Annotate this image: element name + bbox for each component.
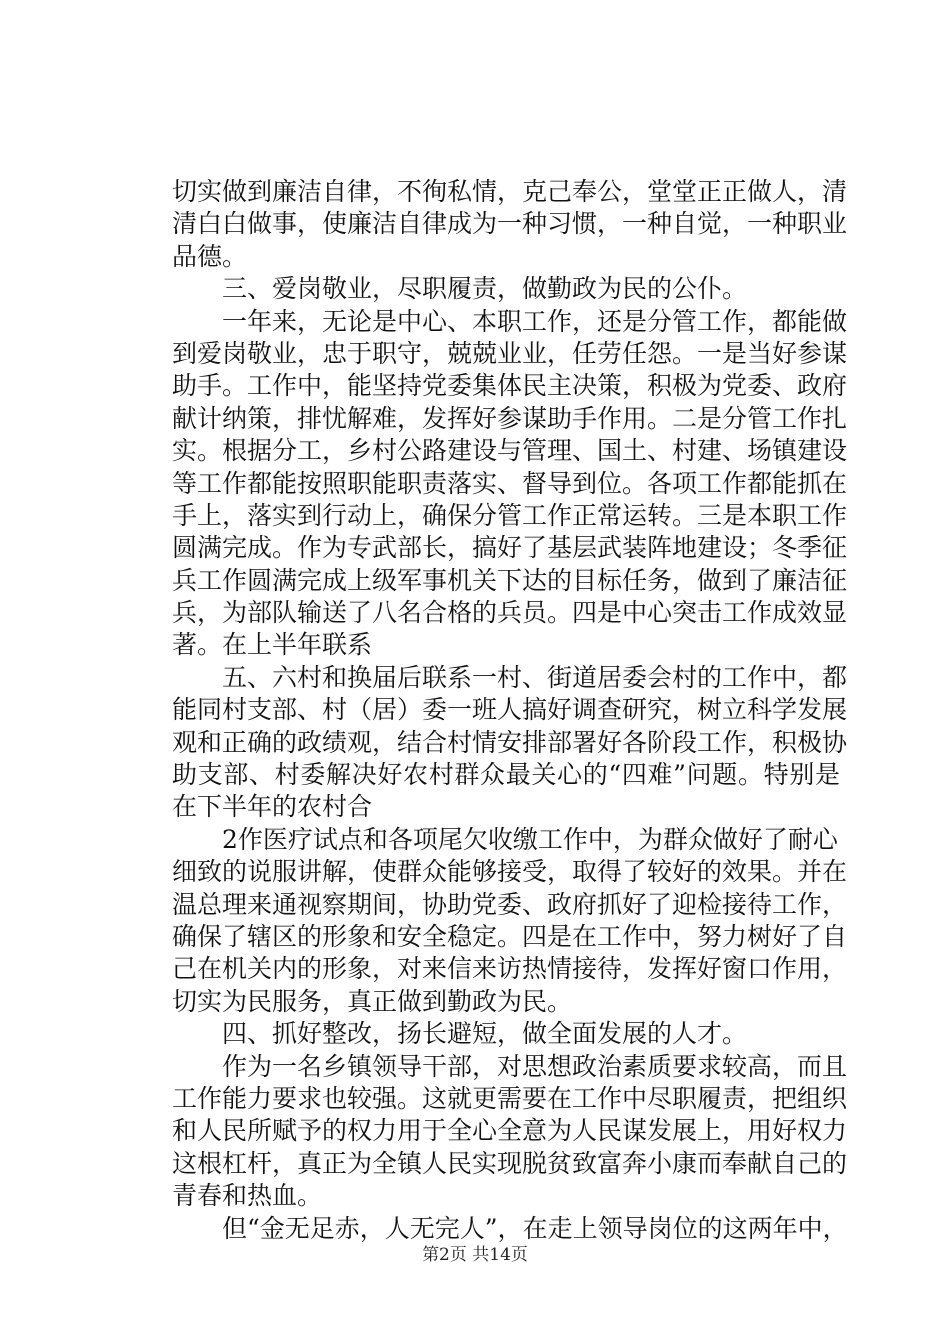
paragraph-line: 圆满完成。作为专武部长，搞好了基层武装阵地建设；冬季征 [172, 533, 848, 563]
paragraph-line: 在下半年的农村合 [172, 792, 373, 822]
paragraph-line: 工作能力要求也较强。这就更需要在工作中尽职履责，把组织 [172, 1083, 848, 1113]
paragraph-line: 兵工作圆满完成上级军事机关下达的目标任务，做到了廉洁征 [172, 565, 848, 595]
paragraph-line: 观和正确的政绩观，结合村情安排部署好各阶段工作，积极协 [172, 727, 848, 757]
paragraph-line: 助手。工作中，能坚持党委集体民主决策，积极为党委、政府 [172, 371, 848, 401]
paragraph-line: 切实为民服务，真正做到勤政为民。 [172, 986, 573, 1016]
paragraph-line: 2作医疗试点和各项尾欠收缴工作中，为群众做好了耐心 [222, 824, 838, 854]
paragraph-line: 作为一名乡镇领导干部，对思想政治素质要求较高，而且 [222, 1051, 848, 1081]
paragraph-line: 能同村支部、村（居）委一班人搞好调查研究，树立科学发展 [172, 695, 848, 725]
paragraph-line: 五、六村和换届后联系一村、街道居委会村的工作中，都 [222, 662, 848, 692]
paragraph-line: 著。在上半年联系 [172, 630, 373, 660]
paragraph-line: 献计纳策，排忧解难，发挥好参谋助手作用。二是分管工作扎 [172, 403, 848, 433]
page-footer: 第2页 共14页 [422, 1245, 528, 1265]
paragraph-line: 等工作都能按照职能职责落实、督导到位。各项工作都能抓在 [172, 468, 848, 498]
paragraph-line: 和人民所赋予的权力用于全心全意为人民谋发展上，用好权力 [172, 1116, 848, 1146]
paragraph-line: 这根杠杆，真正为全镇人民实现脱贫致富奔小康而奉献自己的 [172, 1148, 848, 1178]
paragraph-line: 品德。 [172, 241, 248, 271]
paragraph-line: 兵，为部队输送了八名合格的兵员。四是中心突击工作成效显 [172, 598, 848, 628]
paragraph-line: 己在机关内的形象，对来信来访热情接待，发挥好窗口作用， [172, 954, 848, 984]
paragraph-line: 但“金无足赤，人无完人”，在走上领导岗位的这两年中， [222, 1213, 848, 1243]
paragraph-line: 细致的说服讲解，使群众能够接受，取得了较好的效果。并在 [172, 857, 848, 887]
paragraph-line: 到爱岗敬业，忠于职守，兢兢业业，任劳任怨。一是当好参谋 [172, 338, 848, 368]
paragraph-line: 四、抓好整改，扬长避短，做全面发展的人才。 [222, 1019, 748, 1049]
paragraph-line: 清白白做事，使廉洁自律成为一种习惯，一种自觉，一种职业 [172, 209, 848, 239]
paragraph-line: 一年来，无论是中心、本职工作，还是分管工作，都能做 [222, 306, 848, 336]
paragraph-line: 三、爱岗敬业，尽职履责，做勤政为民的公仆。 [222, 274, 748, 304]
paragraph-line: 青春和热血。 [172, 1181, 323, 1211]
paragraph-line: 温总理来通视察期间，协助党委、政府抓好了迎检接待工作， [172, 889, 848, 919]
paragraph-line: 实。根据分工，乡村公路建设与管理、国土、村建、场镇建设 [172, 436, 848, 466]
body-text [172, 176, 848, 1245]
paragraph-line: 手上，落实到行动上，确保分管工作正常运转。三是本职工作 [172, 500, 848, 530]
paragraph-line: 助支部、村委解决好农村群众最关心的“四难”问题。特别是 [172, 760, 840, 790]
paragraph-line: 切实做到廉洁自律，不徇私情，克己奉公，堂堂正正做人，清 [172, 177, 848, 206]
paragraph-line: 确保了辖区的形象和安全稳定。四是在工作中，努力树好了自 [172, 921, 848, 951]
